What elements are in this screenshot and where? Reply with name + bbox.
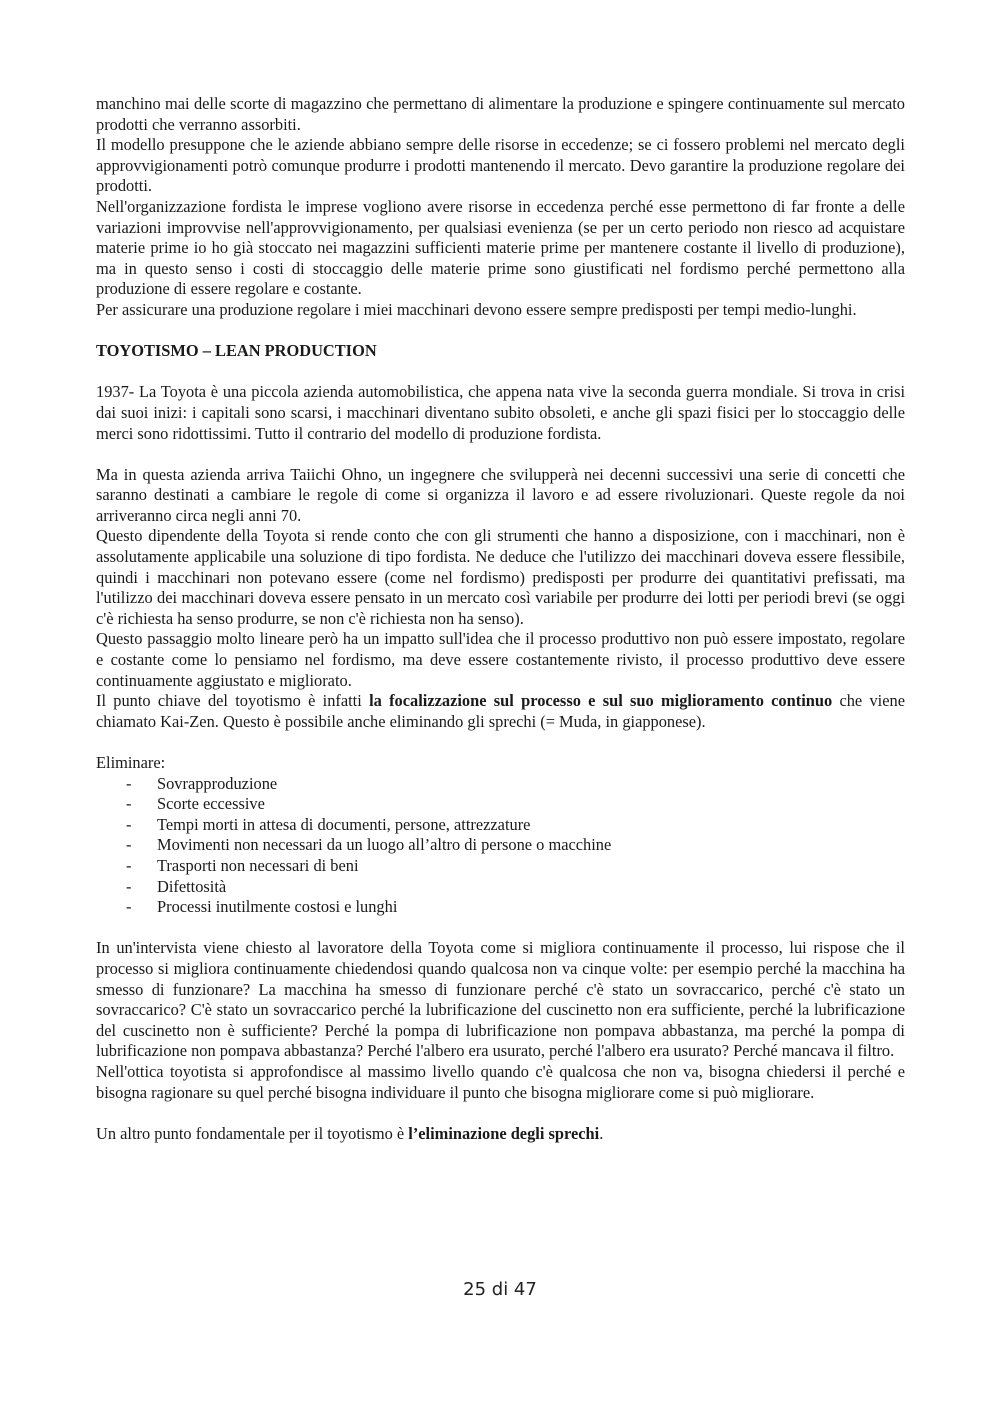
- list-item: [96, 897, 905, 918]
- list-item: [96, 815, 905, 836]
- paragraph: [96, 1124, 905, 1145]
- dash-bullet: -: [126, 876, 132, 896]
- paragraph: In un'intervista viene chiesto al lavoratore della Toyota come si migliora continuamente il processo, lui rispose che il processo si migliora continuamente chiedendosi quando qualcosa non va cinque volte: per esempio perché la macchina ha smesso di funzionare? La macchina ha smesso di funzionare perché c'è stato un sovraccarico, perché c'è stato un sovraccarico? C'è stato un sovraccarico perché la lubrificazione del cuscinetto non era sufficiente, perché la lubrificazione del cuscinetto non è sufficiente? Perché la pompa di lubrificazione non pompava abbastanza, ma perché la pompa di lubrificazione non pompava abbastanza? Perché l'albero era usurato, perché l'albero era usurato? Perché mancava il filtro.: [96, 938, 905, 1061]
- dash-bullet: -: [126, 794, 132, 814]
- text-run: Un altro punto fondamentale per il toyotismo è: [96, 1123, 409, 1143]
- text-run: .: [599, 1123, 604, 1143]
- text-run: Il punto chiave del toyotismo è infatti: [96, 691, 370, 711]
- text-run: che viene chiamato Kai-Zen. Questo è possibile anche eliminando gli sprechi (= Muda, in giapponese).: [96, 691, 905, 731]
- list-item-text: Movimenti non necessari da un luogo all’altro di persone o macchine: [157, 835, 612, 855]
- dash-bullet: -: [126, 814, 132, 834]
- bold-text: la focalizzazione sul processo e sul suo miglioramento continuo: [369, 691, 833, 711]
- paragraph: Nell'organizzazione fordista le imprese vogliono avere risorse in eccedenza perché esse permettono di far fronte a delle variazioni improvvise nell'approvvigionamento, per qualsiasi evenienza (se per un certo periodo non riesco ad acquistare materie prime io ho già stoccato nei magazzini sufficienti materie prime per mantenere costante il livello di produzione), ma in questo senso i costi di stoccaggio delle materie prime sono giustificati nel fordismo perché permettono alla produzione di essere regolare e costante.: [96, 196, 905, 299]
- list-item: [96, 794, 905, 815]
- bold-text: l’eliminazione degli sprechi: [408, 1123, 600, 1143]
- document-page: [96, 94, 905, 1144]
- paragraph: Nell'ottica toyotista si approfondisce al massimo livello quando c'è qualcosa che non va, bisogna chiedersi il perché e bisogna ragionare su quel perché bisogna individuare il punto che bisogna migliorare come si può migliorare.: [96, 1061, 905, 1102]
- paragraph: Per assicurare una produzione regolare i miei macchinari devono essere sempre predisposti per tempi medio-lunghi.: [96, 299, 857, 319]
- paragraph: 1937- La Toyota è una piccola azienda automobilistica, che appena nata vive la seconda guerra mondiale. Si trova in crisi dai suoi inizi: i capitali sono scarsi, i macchinari diventano subito obsoleti, e anche gli spazi fisici per lo stoccaggio delle merci sono ridottissimi. Tutto il contrario del modello di produzione fordista.: [96, 382, 905, 443]
- list-item-text: Trasporti non necessari di beni: [157, 855, 359, 875]
- list-item-text: Scorte eccessive: [157, 794, 265, 814]
- paragraph: Questo passaggio molto lineare però ha un impatto sull'idea che il processo produttivo non può essere impostato, regolare e costante come lo pensiamo nel fordismo, ma deve essere costantemente rivisto, il processo produttivo deve essere continuamente aggiustato e migliorato.: [96, 629, 905, 690]
- waste-list: [96, 774, 905, 918]
- list-item-text: Sovrapproduzione: [157, 773, 278, 793]
- dash-bullet: -: [126, 773, 132, 793]
- dash-bullet: -: [126, 855, 132, 875]
- dash-bullet: -: [126, 897, 132, 917]
- list-item-text: Tempi morti in attesa di documenti, persone, attrezzature: [157, 814, 531, 834]
- paragraph: Questo dipendente della Toyota si rende conto che con gli strumenti che hanno a disposizione, con i macchinari, non è assolutamente applicabile una soluzione di tipo fordista. Ne deduce che l'utilizzo dei macchinari doveva essere flessibile, quindi i macchinari non potevano essere (come nel fordismo) predisposti per produrre dei quantitativi prefissati, ma l'utilizzo dei macchinari doveva essere pensato in un mercato così variabile per produrre dei lotti per periodi brevi (se oggi c'è richiesta ha senso produrre, se non c'è richiesta non ha senso).: [96, 526, 905, 628]
- list-title: Eliminare:: [96, 753, 166, 772]
- list-item: [96, 835, 905, 856]
- list-item: [96, 856, 905, 877]
- list-item: [96, 774, 905, 795]
- list-item-text: Processi inutilmente costosi e lunghi: [157, 897, 398, 917]
- dash-bullet: -: [126, 835, 132, 855]
- paragraph: [96, 691, 905, 732]
- page-number: 25 di 47: [463, 1279, 537, 1300]
- paragraph: Ma in questa azienda arriva Taiichi Ohno, un ingegnere che svilupperà nei decenni successivi una serie di concetti che saranno destinati a cambiare le regole di come si organizza il lavoro e ad essere rivoluzionari. Queste regole da noi arriveranno circa negli anni 70.: [96, 464, 905, 525]
- section-heading: TOYOTISMO – LEAN PRODUCTION: [96, 341, 377, 361]
- paragraph: Il modello presuppone che le aziende abbiano sempre delle risorse in eccedenze; se ci fossero problemi nel mercato degli approvvigionamenti potrò comunque produrre i prodotti mantenendo il mercato. Devo garantire la produzione regolare dei prodotti.: [96, 135, 905, 196]
- paragraph: manchino mai delle scorte di magazzino che permettano di alimentare la produzione e spingere continuamente sul mercato prodotti che verranno assorbiti.: [96, 94, 905, 134]
- list-item: [96, 877, 905, 898]
- list-item-text: Difettosità: [157, 876, 227, 896]
